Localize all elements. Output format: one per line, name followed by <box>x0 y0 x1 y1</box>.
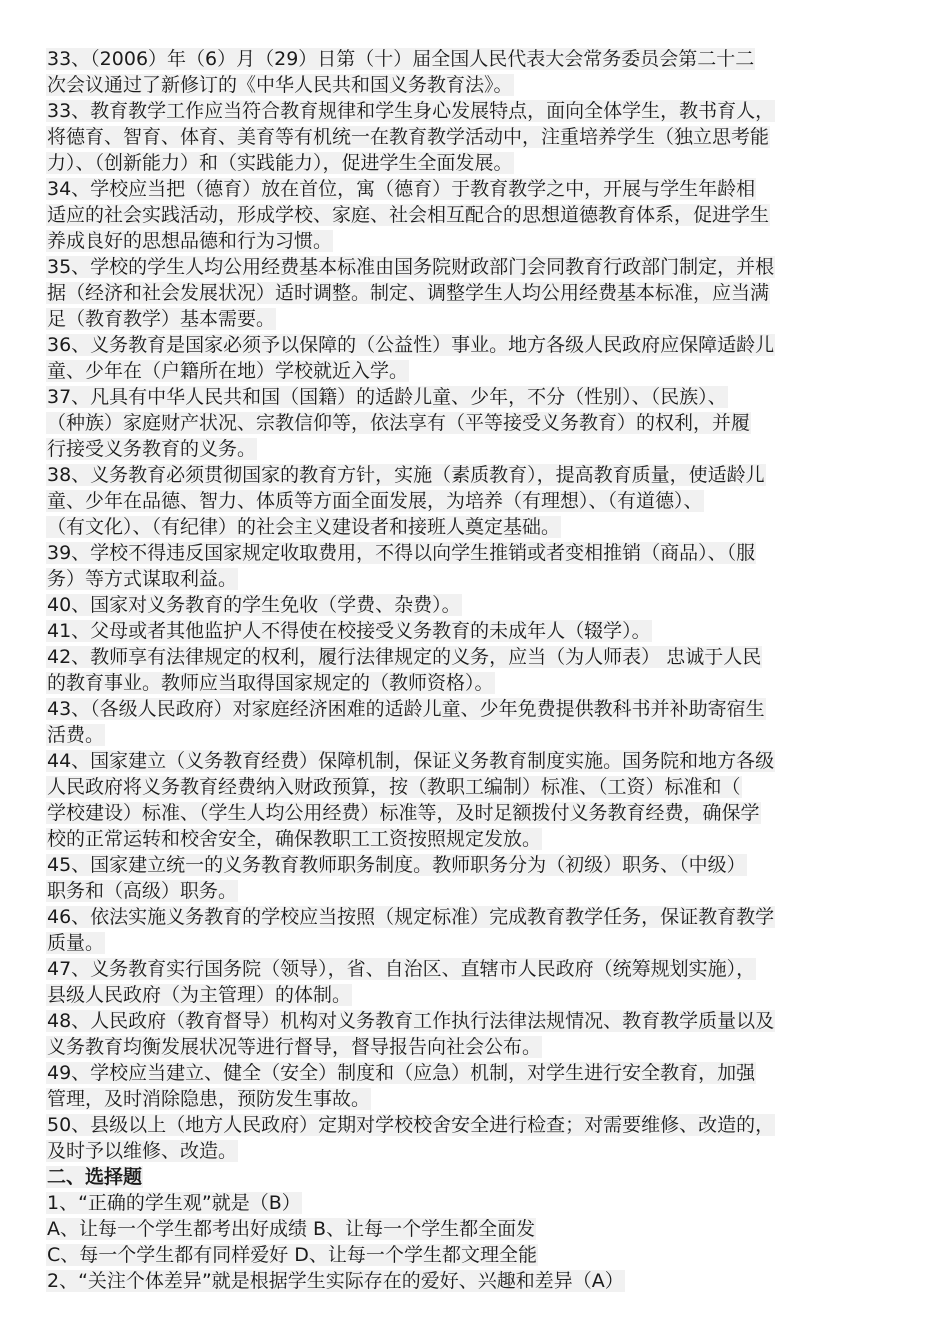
text-line <box>46 1138 926 1164</box>
text-line-text: 35、学校的学生人均公用经费基本标准由国务院财政部门会同教育行政部门制定，并根 <box>47 256 775 278</box>
text-line-text: 人民政府将义务教育经费纳入财政预算，按（教职工编制）标准、（工资）标准和（ <box>47 776 741 798</box>
choice-questions <box>46 1190 926 1294</box>
text-line-text: 33、（2006）年（6）月（29）日第（十）届全国人民代表大会常务委员会第二十二 <box>47 48 755 70</box>
text-line-text: 34、学校应当把（德育）放在首位，寓（德育）于教育教学之中，开展与学生年龄相 <box>47 178 756 200</box>
text-line-text: 养成良好的思想品德和行为习惯。 <box>47 230 333 252</box>
text-line <box>46 358 926 384</box>
text-line-text: 41、父母或者其他监护人不得使在校接受义务教育的未成年人（辍学）。 <box>47 620 651 642</box>
text-line <box>46 644 926 670</box>
text-line <box>46 202 926 228</box>
text-line-text: 36、义务教育是国家必须予以保障的（公益性）事业。地方各级人民政府应保障适龄儿 <box>47 334 775 356</box>
text-line-text: 43、（各级人民政府）对家庭经济困难的适龄儿童、少年免费提供教科书并补助寄宿生 <box>47 698 765 720</box>
text-line-text: 义务教育均衡发展状况等进行督导，督导报告向社会公布。 <box>47 1036 542 1058</box>
text-line-text: （有文化）、（有纪律）的社会主义建设者和接班人奠定基础。 <box>47 516 561 538</box>
text-line <box>46 254 926 280</box>
text-line <box>46 46 926 72</box>
text-line <box>46 436 926 462</box>
text-line <box>46 332 926 358</box>
choice-line <box>46 1268 926 1294</box>
text-line <box>46 748 926 774</box>
text-line-text: 力）、（创新能力）和（实践能力），促进学生全面发展。 <box>47 152 513 174</box>
text-line-text: 45、国家建立统一的义务教育教师职务制度。教师职务分为（初级）职务、（中级） <box>47 854 746 876</box>
choice-line-text: C、每一个学生都有同样爱好 D、让每一个学生都文理全能 <box>47 1244 537 1266</box>
text-line <box>46 1008 926 1034</box>
text-line-text: 管理，及时消除隐患，预防发生事故。 <box>47 1088 371 1110</box>
text-line <box>46 150 926 176</box>
text-line <box>46 514 926 540</box>
text-line <box>46 956 926 982</box>
text-line <box>46 618 926 644</box>
text-line <box>46 306 926 332</box>
text-line <box>46 826 926 852</box>
text-line-text: 37、凡具有中华人民共和国（国籍）的适龄儿童、少年，不分（性别）、（民族）、 <box>47 386 727 408</box>
text-line-text: 据（经济和社会发展状况）适时调整。制定、调整学生人均公用经费基本标准，应当满 <box>47 282 770 304</box>
text-line <box>46 904 926 930</box>
text-line <box>46 696 926 722</box>
text-line-text: 童、少年在（户籍所在地）学校就近入学。 <box>47 360 409 382</box>
text-line <box>46 384 926 410</box>
text-line <box>46 1060 926 1086</box>
text-line-text: 50、县级以上（地方人民政府）定期对学校校舍安全进行检查；对需要维修、改造的， <box>47 1114 775 1136</box>
text-line <box>46 852 926 878</box>
text-line <box>46 1112 926 1138</box>
text-line <box>46 280 926 306</box>
text-line-text: 行接受义务教育的义务。 <box>47 438 257 460</box>
text-line-text: 质量。 <box>47 932 105 954</box>
text-line-text: 49、学校应当建立、健全（安全）制度和（应急）机制，对学生进行安全教育，加强 <box>47 1062 756 1084</box>
choice-line-text: 1、“正确的学生观”就是（B） <box>47 1192 301 1214</box>
text-line <box>46 774 926 800</box>
text-line <box>46 176 926 202</box>
text-line <box>46 670 926 696</box>
text-line-text: 县级人民政府（为主管理）的体制。 <box>47 984 352 1006</box>
text-line <box>46 722 926 748</box>
text-line <box>46 982 926 1008</box>
document-page <box>46 46 926 1294</box>
text-line-text: 及时予以维修、改造。 <box>47 1140 238 1162</box>
text-line-text: 46、依法实施义务教育的学校应当按照（规定标准）完成教育教学任务，保证教育教学 <box>47 906 775 928</box>
text-line-text: 33、教育教学工作应当符合教育规律和学生身心发展特点，面向全体学生，教书育人， <box>47 100 775 122</box>
text-line-text: 学校建设）标准、（学生人均公用经费）标准等，及时足额拨付义务教育经费，确保学 <box>47 802 760 824</box>
choice-line <box>46 1216 926 1242</box>
text-line <box>46 566 926 592</box>
text-line <box>46 228 926 254</box>
section-heading: 二、选择题 <box>47 1166 143 1188</box>
text-line-text: 47、义务教育实行国务院（领导），省、自治区、直辖市人民政府（统筹规划实施）， <box>47 958 756 980</box>
text-line <box>46 462 926 488</box>
text-line <box>46 124 926 150</box>
text-line-text: 44、国家建立（义务教育经费）保障机制，保证义务教育制度实施。国务院和地方各级 <box>47 750 775 772</box>
text-line <box>46 410 926 436</box>
text-line-text: 42、教师享有法律规定的权利，履行法律规定的义务，应当（为人师表） 忠诚于人民 <box>47 646 762 668</box>
text-line-text: 童、少年在品德、智力、体质等方面全面发展，为培养（有理想）、（有道德）、 <box>47 490 703 512</box>
text-line-text: 39、学校不得违反国家规定收取费用，不得以向学生推销或者变相推销（商品）、（服 <box>47 542 756 564</box>
text-line <box>46 72 926 98</box>
text-line-text: 活费。 <box>47 724 105 746</box>
text-line-text: 48、人民政府（教育督导）机构对义务教育工作执行法律法规情况、教育教学质量以及 <box>47 1010 775 1032</box>
text-line-text: 校的正常运转和校舍安全，确保教职工工资按照规定发放。 <box>47 828 542 850</box>
text-line-text: 38、义务教育必须贯彻国家的教育方针，实施（素质教育），提高教育质量，使适龄儿 <box>47 464 765 486</box>
text-line-text: （种族）家庭财产状况、宗教信仰等，依法享有（平等接受义务教育）的权利，并履 <box>47 412 751 434</box>
text-line-text: 40、国家对义务教育的学生免收（学费、杂费）。 <box>47 594 461 616</box>
text-line <box>46 98 926 124</box>
choice-line <box>46 1242 926 1268</box>
text-line <box>46 1086 926 1112</box>
text-line <box>46 592 926 618</box>
text-line-text: 职务和（高级）职务。 <box>47 880 238 902</box>
text-line-text: 适应的社会实践活动，形成学校、家庭、社会相互配合的思想道德教育体系，促进学生 <box>47 204 770 226</box>
choice-line <box>46 1190 926 1216</box>
fill-in-answers <box>46 46 926 1164</box>
text-line <box>46 488 926 514</box>
text-line-text: 足（教育教学）基本需要。 <box>47 308 276 330</box>
choice-line-text: 2、“关注个体差异”就是根据学生实际存在的爱好、兴趣和差异（A） <box>47 1270 624 1292</box>
text-line <box>46 800 926 826</box>
choice-line-text: A、让每一个学生都考出好成绩 B、让每一个学生都全面发 <box>47 1218 536 1240</box>
text-line-text: 务）等方式谋取利益。 <box>47 568 238 590</box>
text-line <box>46 1034 926 1060</box>
text-line <box>46 540 926 566</box>
text-line <box>46 878 926 904</box>
text-line-text: 将德育、智育、体育、美育等有机统一在教育教学活动中，注重培养学生（独立思考能 <box>47 126 770 148</box>
text-line <box>46 930 926 956</box>
text-line-text: 的教育事业。教师应当取得国家规定的（教师资格）。 <box>47 672 494 694</box>
text-line-text: 次会议通过了新修订的《中华人民共和国义务教育法》。 <box>47 74 513 96</box>
